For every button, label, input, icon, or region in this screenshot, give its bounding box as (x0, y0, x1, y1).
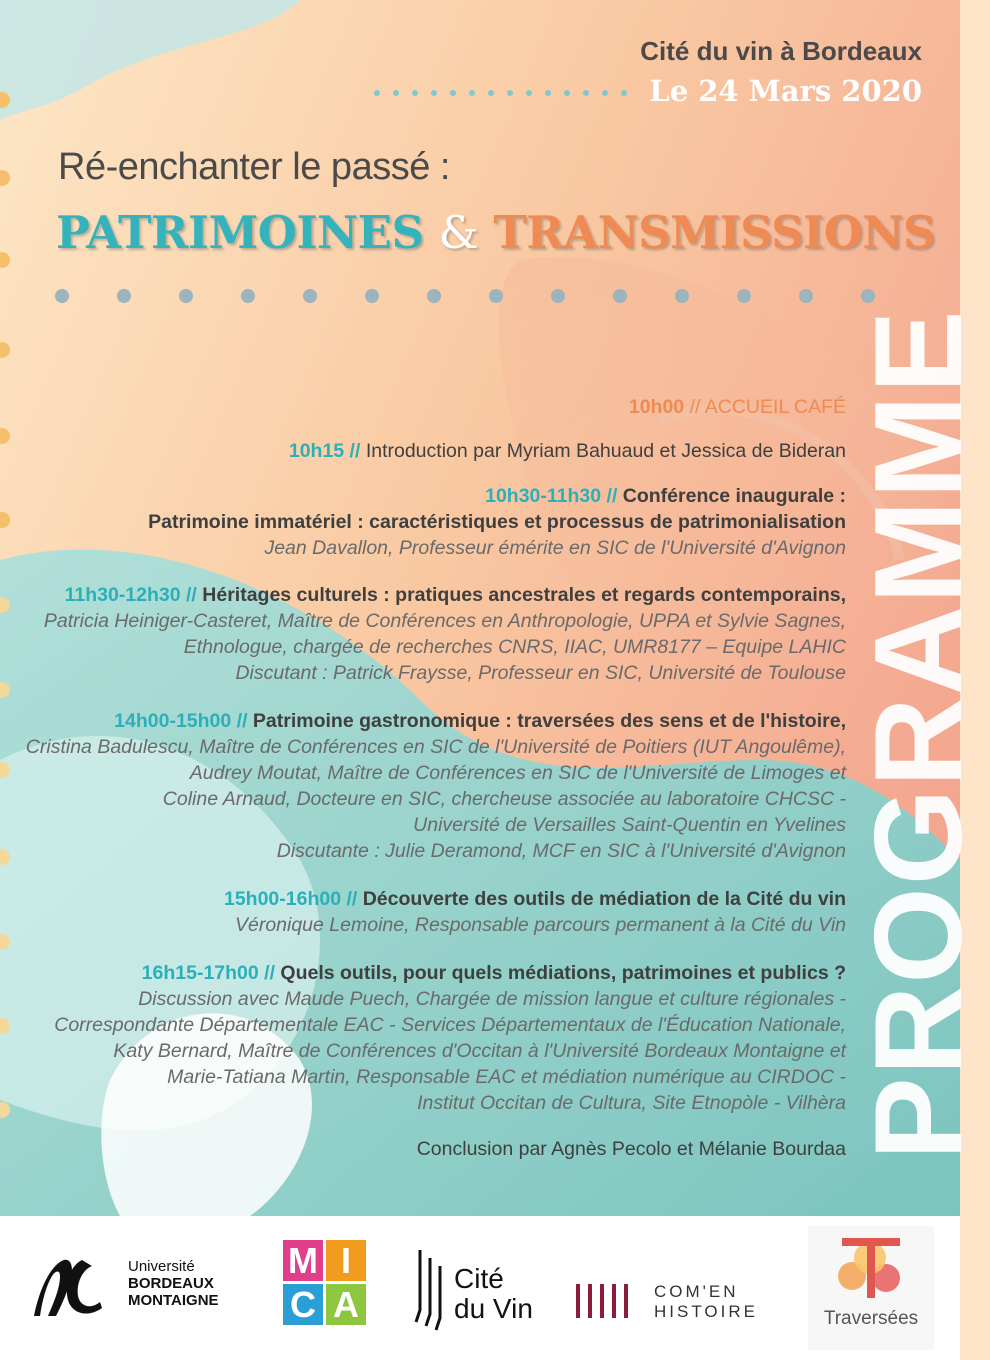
program-time: 14h00-15h00 (114, 710, 232, 732)
program-item-7: 16h15-17h00 // Quels outils, pour quels médiations, patrimoines et publics ? Discussion avec Maude Puech, Chargée de mission langue et culture régionales - Correspondante Départementale EAC - Services Départementaux de l'Éducation Nationale, Katy Bernard, Maître de Conférences d'Occitan à l'Université Bordeaux Montaigne et Marie-Tatiana Martin, Responsable EAC et médiation numérique au CIRDOC - Institut Occitan de Cultura, Site Etnopòle - Vilhèra (6, 960, 846, 1116)
program-speaker: Katy Bernard, Maître de Conférences d'Occitan à l'Université Bordeaux Montaigne et (113, 1040, 846, 1062)
logo-com-en-histoire: COM'EN HISTOIRE (574, 1268, 784, 1328)
program-time: 10h30-11h30 (485, 485, 602, 507)
program-heading: Quels outils, pour quels médiations, patrimoines et publics ? (280, 962, 846, 984)
ubm-mark-icon (30, 1256, 124, 1318)
title-dot-divider (54, 288, 914, 304)
logo-mica: M I C A (283, 1240, 367, 1326)
program-heading: Héritages culturels : pratiques ancestrales et regards contemporains, (202, 584, 846, 606)
traversees-mark-icon (836, 1236, 906, 1302)
program-item-4: 11h30-12h30 // Héritages culturels : pratiques ancestrales et regards contemporains, Patricia Heiniger-Casteret, Maître de Conférences en Anthropologie, UPPA et Sylvie Sagnes, Ethnologue, chargée de recherches CNRS, IIAC, UMR8177 – Equipe LAHIC Discutant : Patrick Fraysse, Professeur en SIC, Université de Toulouse (6, 582, 846, 686)
program-speaker: Ethnologue, chargée de recherches CNRS, IIAC, UMR8177 – Equipe LAHIC (183, 636, 846, 658)
program-speaker: Jean Davallon, Professeur émérite en SIC de l'Université d'Avignon (264, 537, 846, 559)
program-time: 11h30-12h30 (64, 584, 181, 606)
program-item-3: 10h30-11h30 // Conférence inaugurale : Patrimoine immatériel : caractéristiques et processus de patrimonialisation Jean Davallon, Professeur émérite en SIC de l'Université d'Avignon (6, 483, 846, 561)
program-speaker: Cristina Badulescu, Maître de Conférences en SIC de l'Université de Poitiers (IUT Angoulême), (25, 736, 846, 758)
program-item-1: 10h00 // ACCUEIL CAFÉ (628, 396, 846, 418)
program-time: 10h15 (288, 440, 345, 462)
com-en-histoire-bars-icon (574, 1284, 638, 1318)
venue: Cité du vin à Bordeaux (640, 36, 922, 66)
logo-universite-bordeaux-montaigne: Université BORDEAUX MONTAIGNE (30, 1252, 250, 1322)
cite-du-vin-mark-icon (414, 1250, 454, 1330)
title-part-2: TRANSMISSIONS (493, 206, 936, 259)
program-heading: Découverte des outils de médiation de la Cité du vin (362, 888, 846, 910)
program-speaker: Correspondante Départementale EAC - Services Départementaux de l'Éducation Nationale, (54, 1014, 846, 1036)
program-item-2: 10h15 // Introduction par Myriam Bahuaud et Jessica de Bideran (288, 440, 846, 462)
program-speaker: Patricia Heiniger-Casteret, Maître de Conférences en Anthropologie, UPPA et Sylvie Sagnes, (43, 610, 846, 632)
title-part-1: PATRIMOINES (56, 206, 424, 259)
program-speaker: Discussion avec Maude Puech, Chargée de mission langue et culture régionales - (138, 988, 846, 1010)
main-title (56, 206, 935, 259)
program-heading: Introduction par Myriam Bahuaud et Jessica de Bideran (365, 440, 846, 462)
program-time: 10h00 (628, 396, 685, 418)
program-heading: Patrimoine gastronomique : traversées des sens et de l'histoire, (252, 710, 846, 732)
date-dot-divider (372, 88, 642, 98)
program-item-6: 15h00-16h00 // Découverte des outils de médiation de la Cité du vin Véronique Lemoine, Responsable parcours permanent à la Cité du Vin (6, 886, 846, 938)
program-conclusion: Conclusion par Agnès Pecolo et Mélanie Bourdaa (416, 1138, 846, 1160)
program-time: 16h15-17h00 (141, 962, 259, 984)
program-speaker: Institut Occitan de Cultura, Site Etnopòle - Vilhèra (417, 1092, 846, 1114)
program-speaker: Marie-Tatiana Martin, Responsable EAC et médiation numérique au CIRDOC - (167, 1066, 846, 1088)
program-speaker: Discutant : Patrick Fraysse, Professeur en SIC, Université de Toulouse (235, 662, 846, 684)
program-speaker: Coline Arnaud, Docteure en SIC, chercheuse associée au laboratoire CHCSC - (162, 788, 846, 810)
program-speaker: Véronique Lemoine, Responsable parcours permanent à la Cité du Vin (234, 914, 846, 936)
program-heading: ACCUEIL CAFÉ (704, 396, 846, 418)
event-date: Le 24 Mars 2020 (649, 74, 922, 108)
program-speaker: Audrey Moutat, Maître de Conférences en SIC de l'Université de Limoges et (189, 762, 846, 784)
program-item-5: 14h00-15h00 // Patrimoine gastronomique : traversées des sens et de l'histoire, Cristina Badulescu, Maître de Conférences en SIC de l'Université de Poitiers (IUT Angoulême), Audrey Moutat, Maître de Conférences en SIC de l'Université de Limoges et Coline Arnaud, Docteure en SIC, chercheuse associée au laboratoire CHCSC - Université de Versailles Saint-Quentin en Yvelines Discutante : Julie Deramond, MCF en SIC à l'Université d'Avignon (6, 708, 846, 864)
program-time: 15h00-16h00 (223, 888, 342, 910)
program-speaker: Discutante : Julie Deramond, MCF en SIC à l'Université d'Avignon (276, 840, 846, 862)
program-heading: Conférence inaugurale : (622, 485, 846, 507)
programme-side-label: PROGRAMME (850, 308, 988, 1160)
logo-cite-du-vin: Cité du Vin (400, 1236, 544, 1340)
pretitle: Ré-enchanter le passé : (58, 146, 450, 188)
program-subheading: Patrimoine immatériel : caractéristiques et processus de patrimonialisation (148, 511, 846, 533)
partner-logos-footer (0, 1216, 960, 1360)
title-ampersand: & (438, 206, 479, 259)
program-speaker: Université de Versailles Saint-Quentin en Yvelines (413, 814, 846, 836)
logo-traversees: Traversées (808, 1226, 934, 1350)
